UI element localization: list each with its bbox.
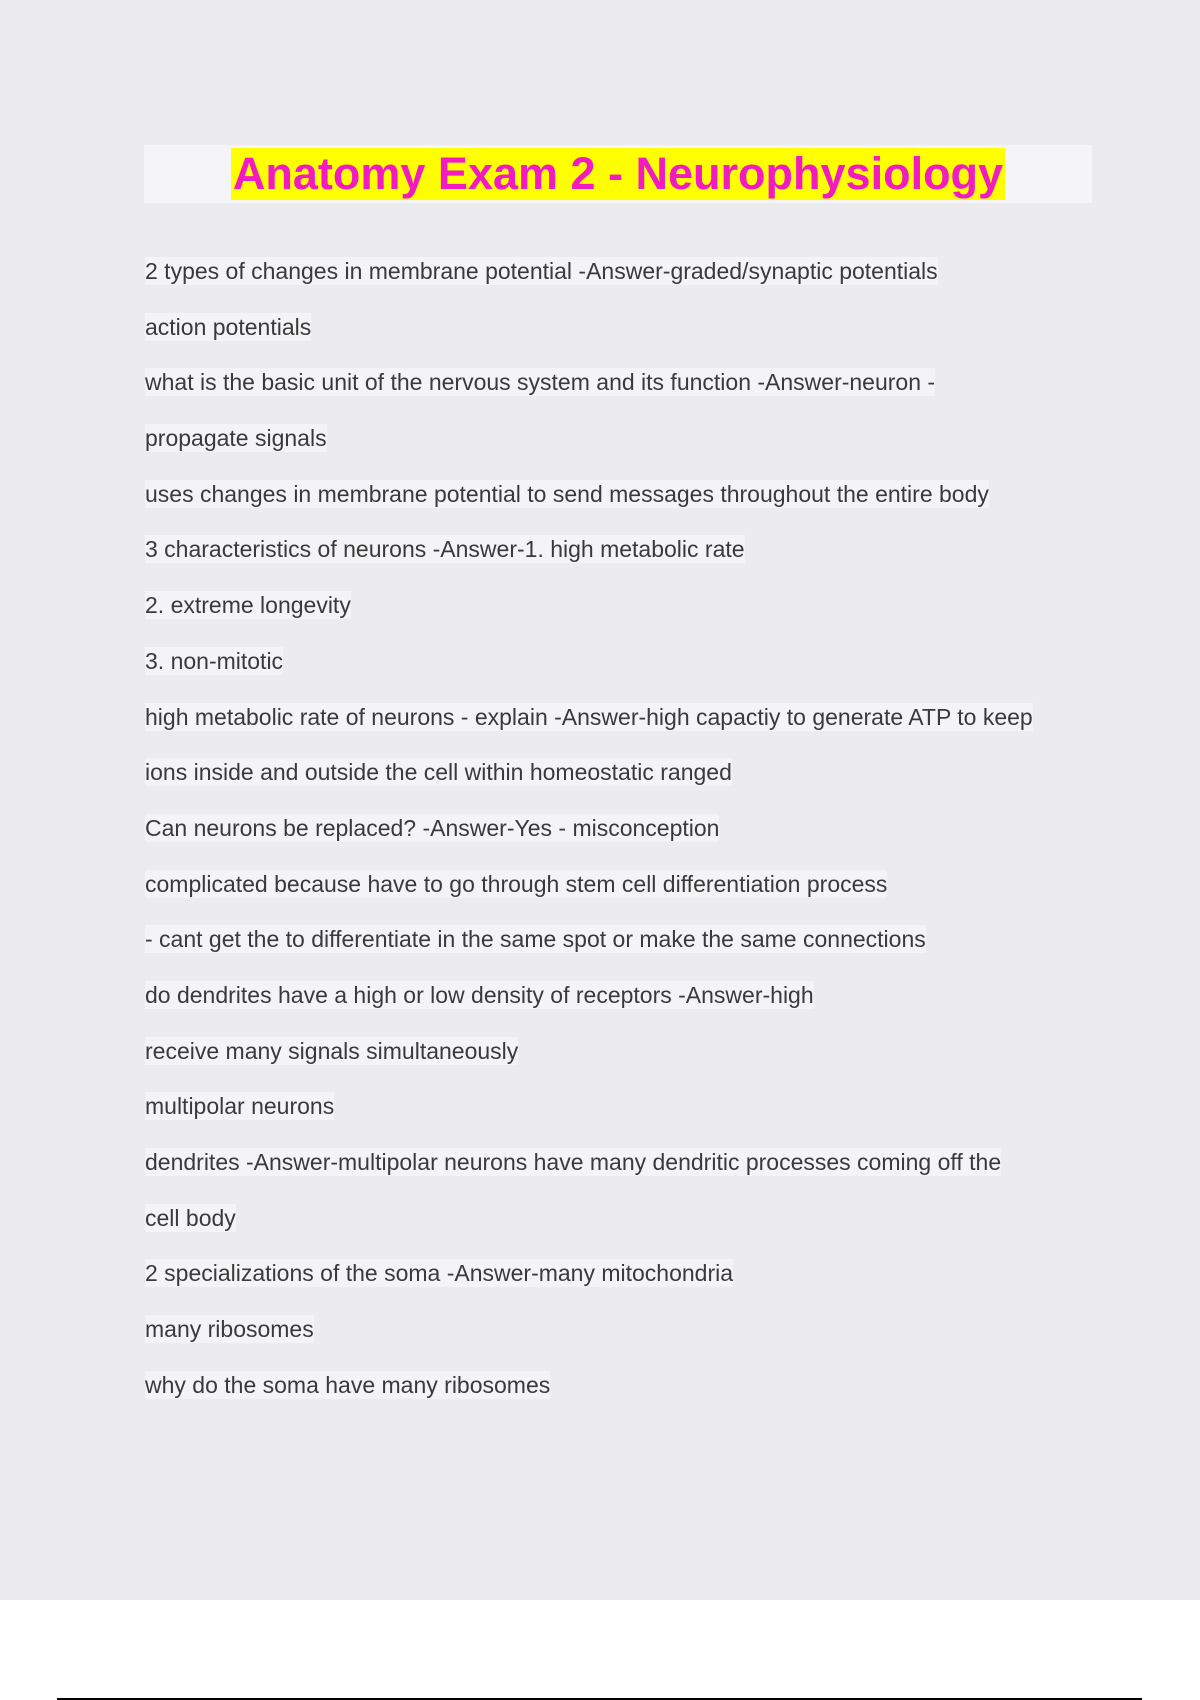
qa-lines [145, 254, 1095, 1423]
text-line: - cant get the to differentiate in the same spot or make the same connections [145, 926, 926, 953]
text-line: 3 characteristics of neurons -Answer-1. high metabolic rate [145, 536, 745, 563]
text-line: many ribosomes [145, 1316, 314, 1343]
text-line: 2 types of changes in membrane potential -Answer-graded/synaptic potentials [145, 258, 938, 284]
text-line: action potentials [145, 313, 312, 340]
text-line: 3. non-mitotic [145, 647, 284, 674]
text-line: uses changes in membrane potential to send messages throughout the entire body [145, 480, 989, 507]
text-line: 2 specializations of the soma -Answer-many mitochondria [145, 1260, 734, 1287]
text-line: dendrites -Answer-multipolar neurons have many dendritic processes coming off the [145, 1149, 1002, 1175]
text-line: do dendrites have a high or low density of receptors -Answer-high [145, 981, 814, 1008]
text-line: 2. extreme longevity [145, 592, 351, 619]
text-line: what is the basic unit of the nervous system and its function -Answer-neuron - [145, 369, 936, 396]
text-line: propagate signals [145, 425, 327, 452]
text-line: receive many signals simultaneously [145, 1037, 519, 1064]
text-line: multipolar neurons [145, 1093, 335, 1120]
text-line: why do the soma have many ribosomes [145, 1371, 551, 1398]
text-line: complicated because have to go through stem cell differentiation process [145, 870, 888, 897]
text-line: cell body [145, 1204, 236, 1231]
document-title: Anatomy Exam 2 - Neurophysiology [232, 148, 1004, 199]
title-band [144, 145, 1092, 203]
text-line: high metabolic rate of neurons - explain -Answer-high capactiy to generate ATP to keep [145, 703, 1033, 730]
text-line: Can neurons be replaced? -Answer-Yes - misconception [145, 814, 720, 841]
text-line: ions inside and outside the cell within homeostatic ranged [145, 759, 732, 786]
